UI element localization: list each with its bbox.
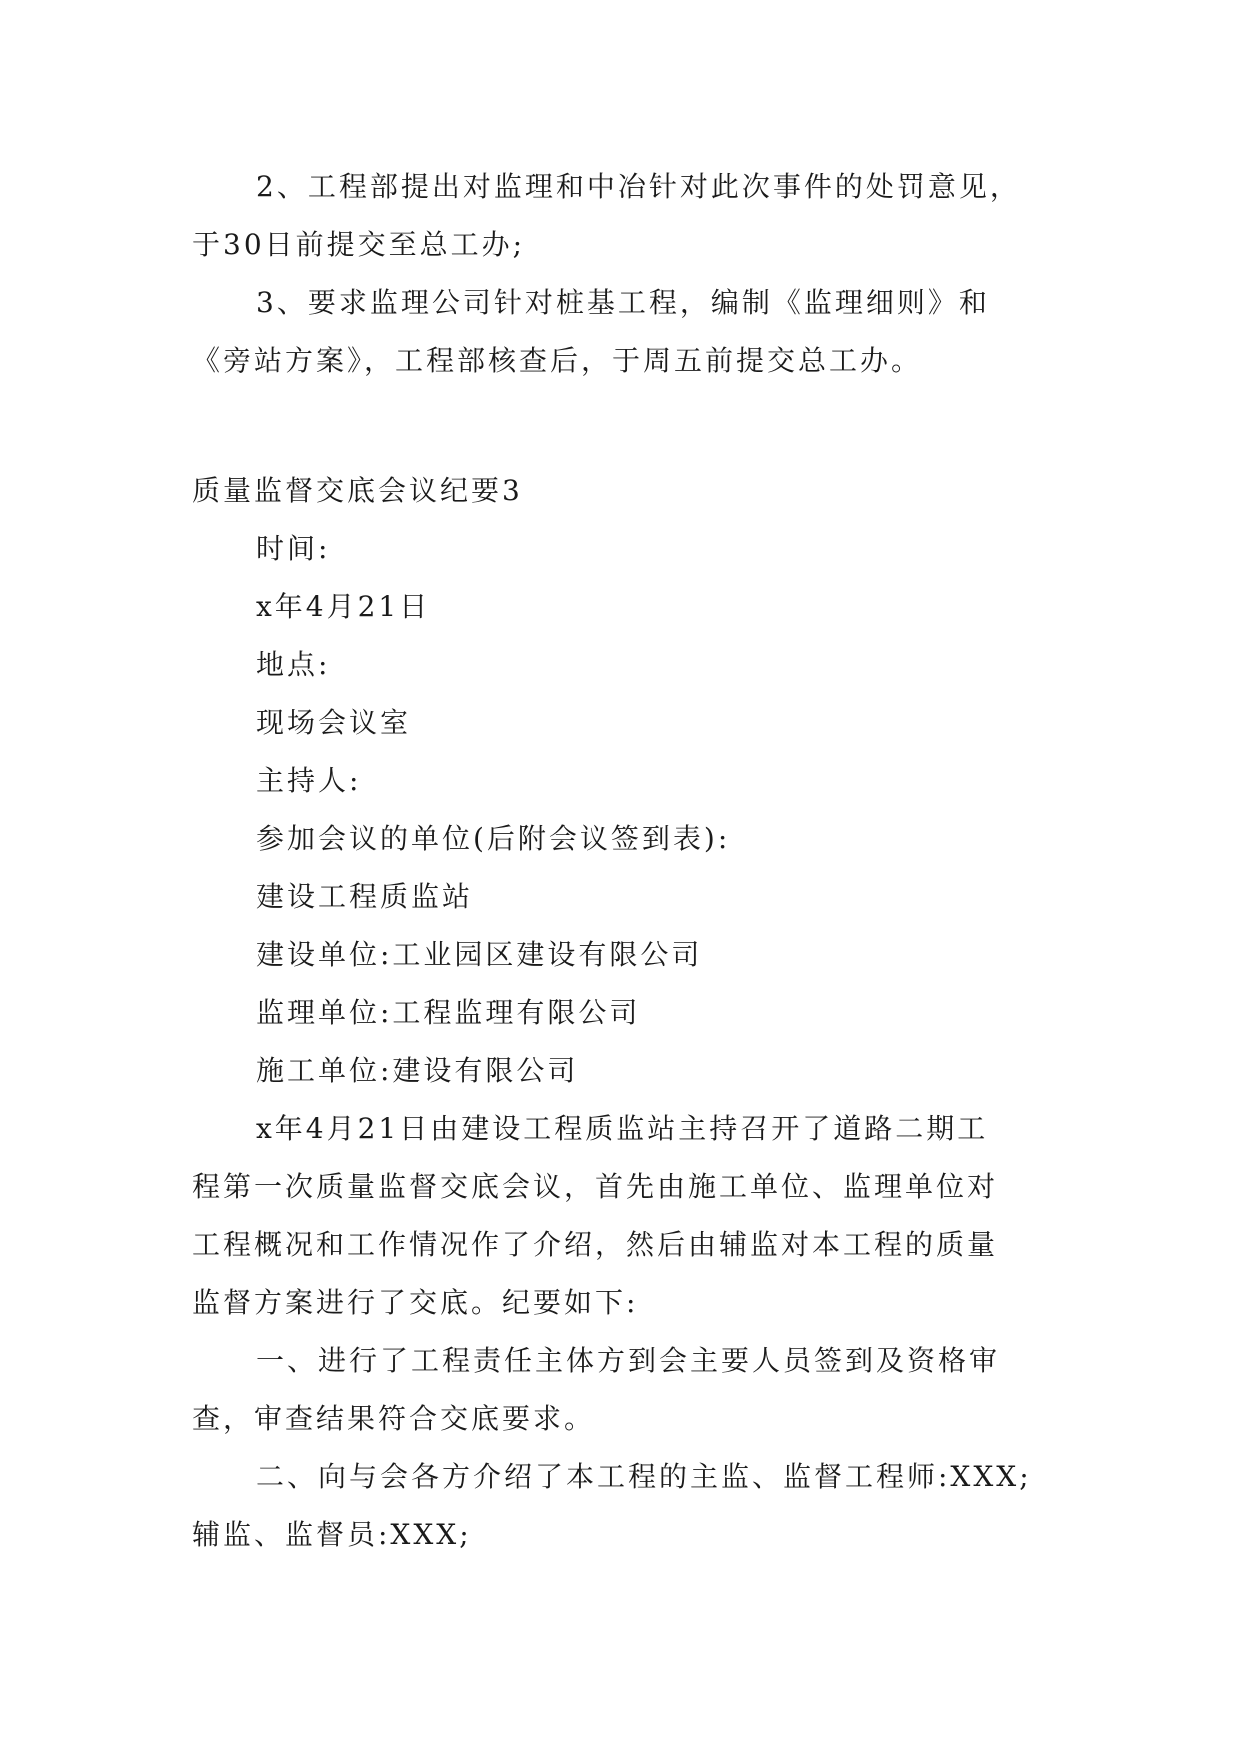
point2-line2: 辅监、监督员:XXX; <box>192 1518 472 1551</box>
item2-line1: 2、工程部提出对监理和中冶针对此次事件的处罚意见， <box>256 170 1021 203</box>
place-value: 现场会议室 <box>256 706 412 739</box>
unit-quality-station: 建设工程质监站 <box>256 880 474 913</box>
point1-line1: 一、进行了工程责任主体方到会主要人员签到及资格审 <box>256 1344 1001 1377</box>
place-label: 地点: <box>256 648 331 681</box>
host-label: 主持人: <box>256 764 362 797</box>
summary-line2: 程第一次质量监督交底会议，首先由施工单位、监理单位对 <box>192 1170 999 1203</box>
unit-builder: 施工单位:建设有限公司 <box>256 1054 579 1087</box>
units-label: 参加会议的单位(后附会议签到表): <box>256 822 731 855</box>
time-value: x年4月21日 <box>256 590 431 623</box>
unit-construction: 建设单位:工业园区建设有限公司 <box>256 938 703 971</box>
summary-line1: x年4月21日由建设工程质监站主持召开了道路二期工 <box>256 1112 989 1145</box>
point2-line1: 二、向与会各方介绍了本工程的主监、监督工程师:XXX; <box>256 1460 1032 1493</box>
point1-line2: 查，审查结果符合交底要求。 <box>192 1402 596 1435</box>
item3-line2: 《旁站方案》，工程部核查后，于周五前提交总工办。 <box>192 344 923 377</box>
time-label: 时间: <box>256 532 331 565</box>
section-title: 质量监督交底会议纪要3 <box>192 474 523 507</box>
item3-line1: 3、要求监理公司针对桩基工程，编制《监理细则》和 <box>256 286 990 319</box>
item2-line2: 于30日前提交至总工办; <box>192 228 526 261</box>
summary-line3: 工程概况和工作情况作了介绍，然后由辅监对本工程的质量 <box>192 1228 999 1261</box>
section-gap <box>192 390 1052 462</box>
unit-supervision: 监理单位:工程监理有限公司 <box>256 996 641 1029</box>
document-page <box>192 158 1052 1564</box>
summary-line4: 监督方案进行了交底。纪要如下: <box>192 1286 639 1319</box>
